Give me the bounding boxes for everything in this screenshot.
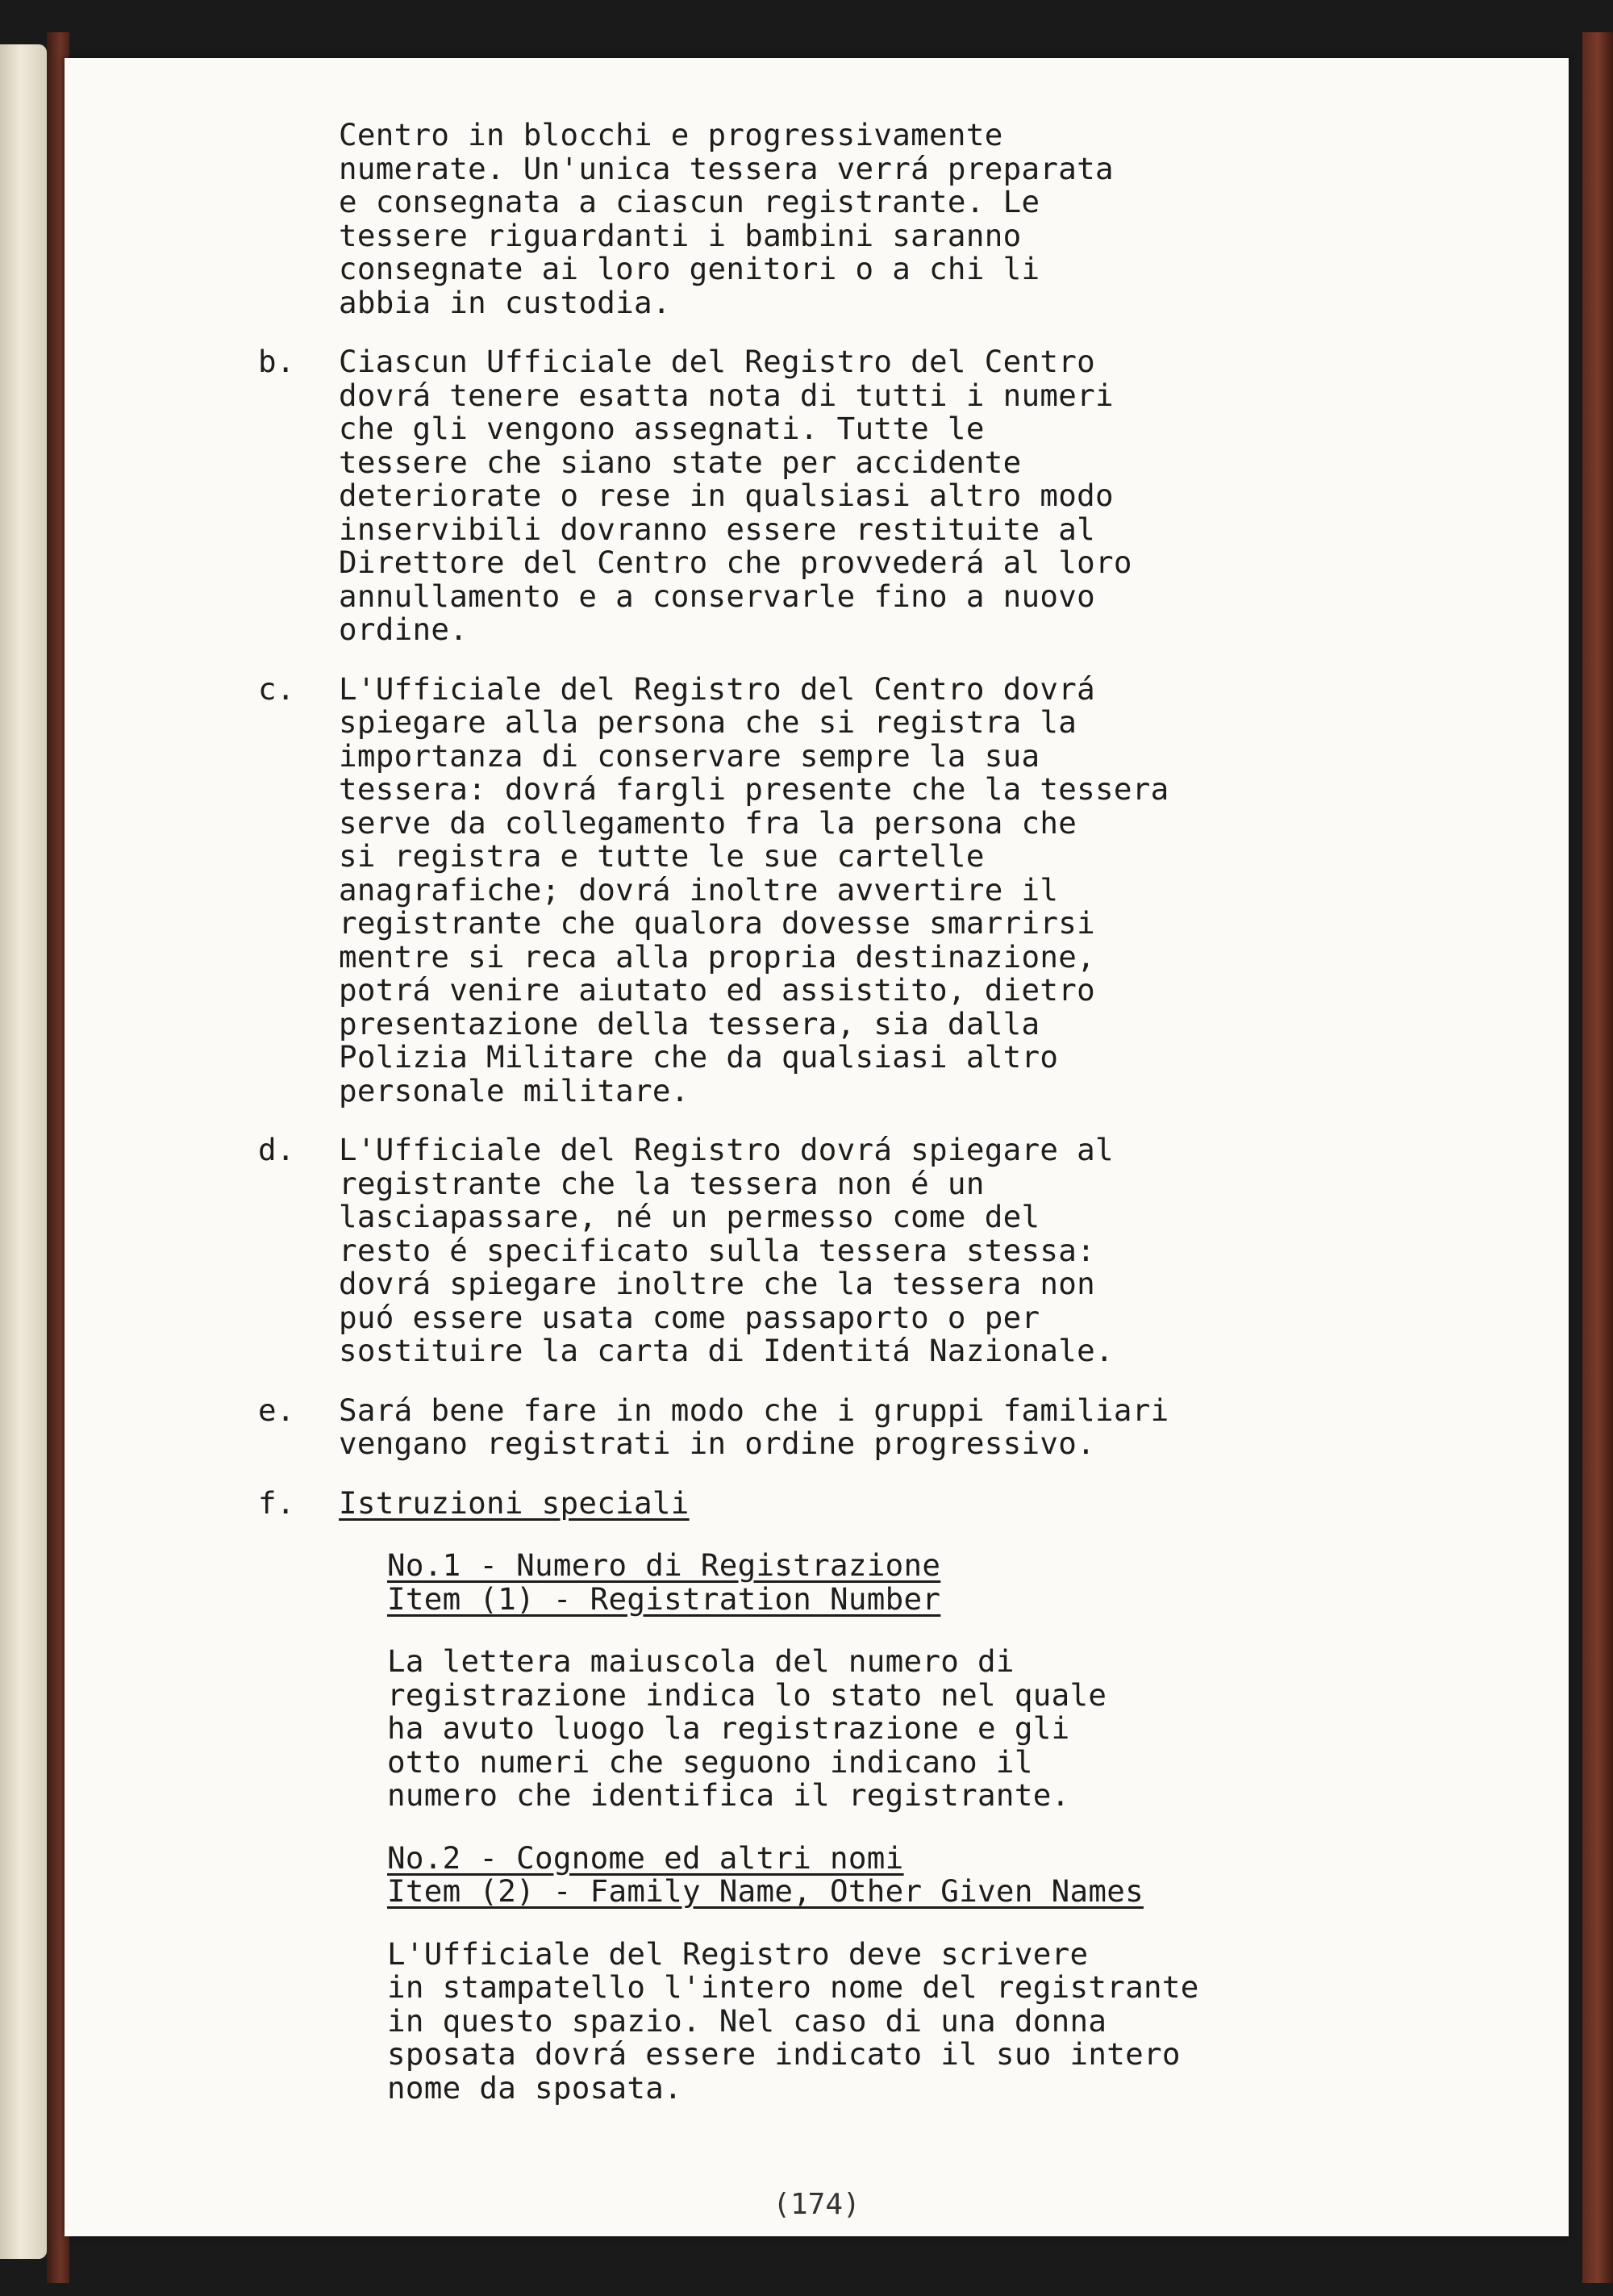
text-line: spiegare alla persona che si registra la	[339, 704, 1077, 740]
text-line: puó essere usata come passaporto o per	[339, 1299, 1040, 1335]
text-line: Ciascun Ufficiale del Registro del Centro	[339, 344, 1095, 379]
text-line: numero che identifica il registrante.	[387, 1777, 1070, 1813]
paragraph-d	[258, 1132, 1387, 1368]
text-line: serve da collegamento fra la persona che	[339, 804, 1077, 841]
text-line: si registra e tutte le sue cartelle	[339, 838, 985, 874]
paragraph-f	[258, 1484, 1387, 2106]
book-cover-right	[1582, 32, 1613, 2283]
text-line: L'Ufficiale del Registro deve scrivere	[387, 1935, 1089, 1972]
page-text	[258, 117, 1387, 2106]
text-line: Sará bene fare in modo che i gruppi familiari	[339, 1392, 1169, 1428]
text-line: tessere che siano state per accidente	[339, 444, 1022, 480]
paragraph-c	[258, 670, 1387, 1108]
text-line: vengano registrati in ordine progressivo.	[339, 1426, 1095, 1461]
text-line: L'Ufficiale del Registro del Centro dovrá	[339, 670, 1095, 707]
text-line: numerate. Un'unica tessera verrá preparata	[339, 150, 1114, 186]
text-line: che gli vengono assegnati. Tutte le	[339, 411, 985, 446]
text-line: Polizia Militare che da qualsiasi altro	[339, 1039, 1059, 1075]
text-line: registrante che qualora dovesse smarrirsi	[339, 905, 1095, 941]
text-line: La lettera maiuscola del numero di	[387, 1643, 1015, 1679]
text-line: anagrafiche; dovrá inoltre avvertire il	[339, 871, 1059, 908]
text-line: Direttore del Centro che provvederá al loro	[339, 545, 1132, 580]
text-line: registrazione indica lo stato nel quale	[387, 1676, 1107, 1713]
item-heading-it: No.2 - Cognome ed altri nomi	[387, 1839, 904, 1876]
text-line: annullamento e a conservarle fino a nuovo	[339, 578, 1095, 614]
item-2	[339, 1839, 1387, 2106]
item-heading-it: No.1 - Numero di Registrazione	[387, 1547, 941, 1583]
text-line: abbia in custodia.	[339, 284, 671, 320]
paragraph-marker: f.	[258, 1484, 295, 1521]
text-line: consegnate ai loro genitori o a chi li	[339, 251, 1040, 286]
text-line: dovrá spiegare inoltre che la tessera non	[339, 1266, 1095, 1301]
text-line: e consegnata a ciascun registrante. Le	[339, 184, 1040, 219]
text-line: sposata dovrá essere indicato il suo intero	[387, 2036, 1181, 2072]
text-line: Centro in blocchi e progressivamente	[339, 117, 1003, 152]
section-heading: Istruzioni speciali	[339, 1484, 690, 1521]
text-line: ha avuto luogo la registrazione e gli	[387, 1710, 1070, 1746]
page-number: (174)	[773, 2188, 861, 2221]
text-line: inservibili dovranno essere restituite al	[339, 511, 1095, 547]
item-1	[339, 1549, 1387, 1813]
text-line: deteriorate o rese in qualsiasi altro modo	[339, 478, 1114, 513]
paragraph-marker: d.	[258, 1132, 295, 1167]
paragraph-marker: c.	[258, 670, 295, 707]
intro-paragraph	[339, 119, 1387, 319]
text-line: personale militare.	[339, 1072, 690, 1108]
text-line: in questo spazio. Nel caso di una donna	[387, 2002, 1107, 2039]
text-line: dovrá tenere esatta nota di tutti i numeri	[339, 377, 1114, 413]
paragraph-b	[258, 344, 1387, 647]
text-line: ordine.	[339, 612, 469, 647]
book-spine-edge	[0, 44, 47, 2259]
text-line: otto numeri che seguono indicano il	[387, 1743, 1033, 1780]
text-line: registrante che la tessera non é un	[339, 1165, 985, 1201]
text-line: sostituire la carta di Identitá Nazionale.	[339, 1333, 1114, 1368]
text-line: presentazione della tessera, sia dalla	[339, 1005, 1040, 1042]
text-line: tessera: dovrá fargli presente che la tessera	[339, 771, 1169, 807]
text-line: tessere riguardanti i bambini saranno	[339, 217, 1022, 253]
text-line: importanza di conservare sempre la sua	[339, 737, 1040, 774]
document-page	[65, 58, 1569, 2236]
item-heading-en: Item (1) - Registration Number	[387, 1580, 941, 1617]
text-line: potrá venire aiutato ed assistito, dietro	[339, 972, 1095, 1008]
paragraph-marker: b.	[258, 344, 295, 379]
paragraph-e	[258, 1392, 1387, 1461]
text-line: mentre si reca alla propria destinazione,	[339, 938, 1095, 975]
text-line: lasciapassare, né un permesso come del	[339, 1199, 1040, 1234]
item-heading-en: Item (2) - Family Name, Other Given Names	[387, 1873, 1144, 1909]
text-line: nome da sposata.	[387, 2069, 683, 2106]
text-line: L'Ufficiale del Registro dovrá spiegare al	[339, 1132, 1114, 1167]
text-line: resto é specificato sulla tessera stessa:	[339, 1232, 1095, 1268]
paragraph-marker: e.	[258, 1392, 295, 1428]
text-line: in stampatello l'intero nome del registrante	[387, 1969, 1199, 2005]
